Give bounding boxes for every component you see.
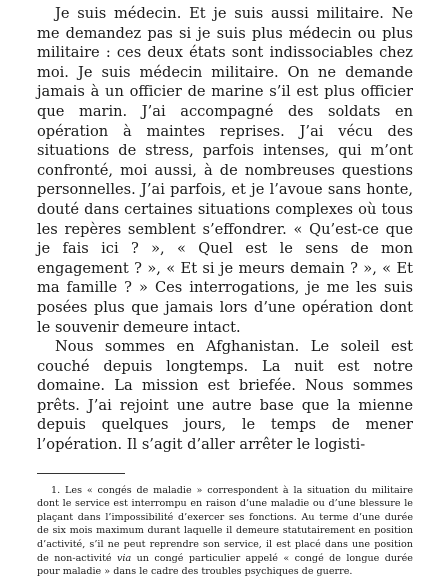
footnote-text-part-2: un congé particulier appelé « congé de longue durée pour maladie » dans le cadre des troubles psychiques de guerre. (37, 552, 413, 578)
body-paragraph-1: Je suis médecin. Et je suis aussi militaire. Ne me demandez pas si je suis plus médecin ou plus militaire : ces deux états sont indissociables chez moi. Je suis médecin militaire. On ne demande jamais à un officier de marine s’il est plus officier que marin. J’ai accompagné des soldats en opération à maintes reprises. J’ai vécu des situations de stress, parfois intenses, qui m’ont confronté, moi aussi, à de nombreuses questions personnelles. J’ai parfois, et je l’avoue sans honte, douté dans certaines situations complexes où tous les repères semblent s’effondrer. « Qu’est-ce que je fais ici ? », « Quel est le sens de mon engagement ? », « Et si je meurs demain ? », « Et ma famille ? » Ces interrogations, je me les suis posées plus que jamais lors d’une opération dont le souvenir demeure intact. (37, 5, 413, 336)
body-paragraph-2: Nous sommes en Afghanistan. Le soleil est couché depuis longtemps. La nuit est notre domaine. La mission est briefée. Nous sommes prêts. J’ai rejoint une autre base que la mienne depuis quelques jours, le temps de mener l’opération. Il s’agit d’aller arrêter le logisti- (37, 338, 413, 454)
footnote-text-part-1: Les « congés de maladie » correspondent à la situation du militaire dont le service est interrompu en raison d’une maladie ou d’une blessure le plaçant dans l’impossibilité d’exercer ses fonctions. Au terme d’une durée de six mois maximum durant laquelle il demeure statutairement en position d’activité, s’il ne peut reprendre son service, il est placé dans une position de non-activité (37, 484, 413, 564)
document-page (37, 4, 413, 579)
footnote-separator (37, 473, 125, 474)
footnote-italic-via: via (117, 552, 132, 564)
footnote-number: 1. (51, 484, 61, 496)
footnote (37, 484, 413, 579)
